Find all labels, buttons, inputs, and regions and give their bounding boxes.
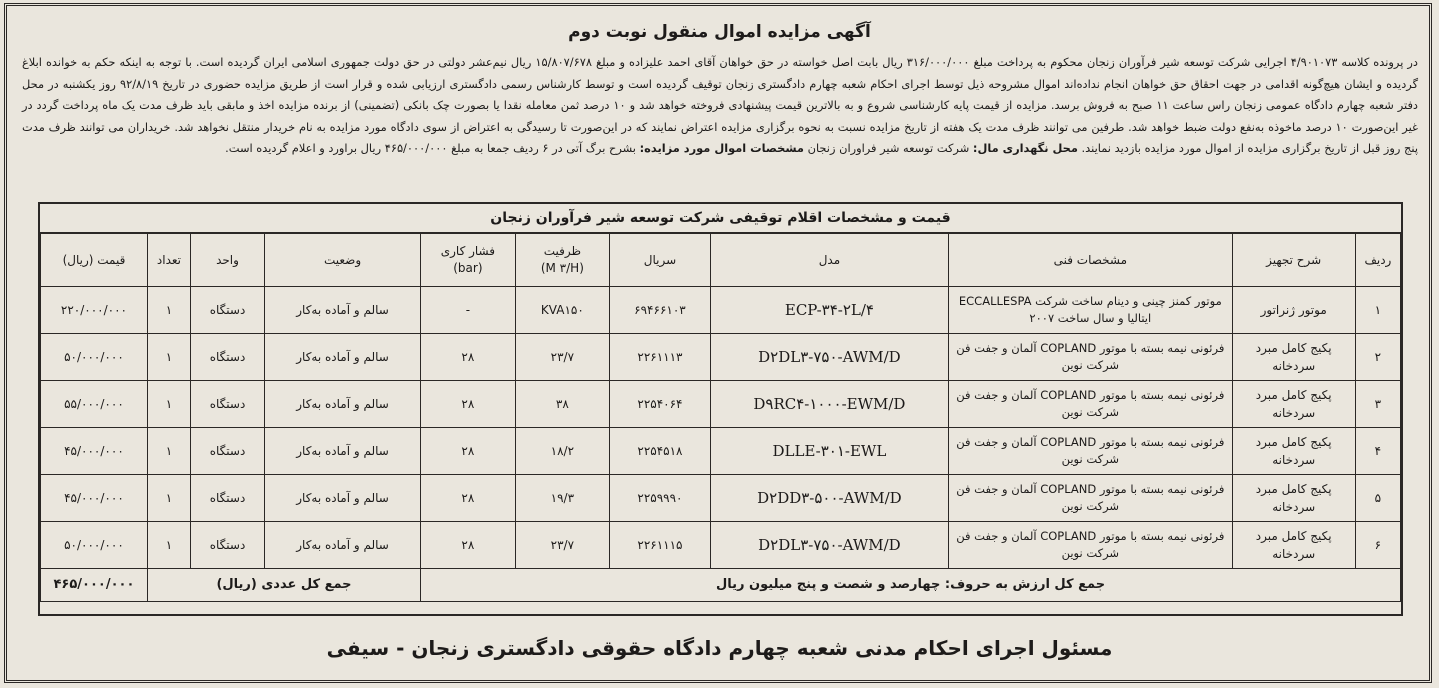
header-status: وضعیت bbox=[264, 234, 420, 287]
cell-capacity: KVA۱۵۰ bbox=[515, 287, 610, 334]
cell-item: پکیج کامل مبرد سردخانه bbox=[1232, 334, 1355, 381]
cell-unit: دستگاه bbox=[191, 334, 265, 381]
header-row-number: ردیف bbox=[1355, 234, 1400, 287]
cell-count: ۱ bbox=[147, 475, 190, 522]
cell-price: ۵۰/۰۰۰/۰۰۰ bbox=[41, 334, 148, 381]
storage-label: محل نگهداری مال: bbox=[972, 141, 1078, 156]
header-capacity bbox=[515, 234, 610, 287]
cell-price: ۴۵/۰۰۰/۰۰۰ bbox=[41, 428, 148, 475]
table-row bbox=[41, 334, 1401, 381]
cell-count: ۱ bbox=[147, 334, 190, 381]
cell-count: ۱ bbox=[147, 428, 190, 475]
header-pressure-line2: (bar) bbox=[453, 261, 483, 275]
cell-status: سالم و آماده به‌کار bbox=[264, 475, 420, 522]
cell-serial: ۲۲۵۹۹۹۰ bbox=[610, 475, 711, 522]
cell-item: پکیج کامل مبرد سردخانه bbox=[1232, 381, 1355, 428]
header-pressure bbox=[421, 234, 516, 287]
header-count: تعداد bbox=[147, 234, 190, 287]
total-label: جمع کل عددی (ریال) bbox=[147, 569, 420, 602]
cell-status: سالم و آماده به‌کار bbox=[264, 287, 420, 334]
cell-row-number: ۴ bbox=[1355, 428, 1400, 475]
cell-spec: فرئونی نیمه بسته با موتور COPLAND آلمان و جفت فن شرکت نوین bbox=[949, 428, 1233, 475]
table-header-row bbox=[41, 234, 1401, 287]
storage-text: شرکت توسعه شیر فراوران زنجان bbox=[807, 141, 970, 156]
cell-price: ۵۰/۰۰۰/۰۰۰ bbox=[41, 522, 148, 569]
cell-item: پکیج کامل مبرد سردخانه bbox=[1232, 475, 1355, 522]
cell-pressure: ۲۸ bbox=[421, 475, 516, 522]
cell-status: سالم و آماده به‌کار bbox=[264, 381, 420, 428]
cell-pressure: ۲۸ bbox=[421, 334, 516, 381]
cell-capacity: ۲۳/۷ bbox=[515, 334, 610, 381]
notice-title: آگهی مزایده اموال منقول نوبت دوم bbox=[568, 22, 871, 42]
cell-model: D۲DL۳-۷۵۰-AWM/D bbox=[710, 334, 948, 381]
total-in-words: جمع کل ارزش به حروف: چهارصد و شصت و پنج میلیون ریال bbox=[421, 569, 1401, 602]
cell-price: ۵۵/۰۰۰/۰۰۰ bbox=[41, 381, 148, 428]
table-row bbox=[41, 428, 1401, 475]
cell-capacity: ۳۸ bbox=[515, 381, 610, 428]
signature-line: مسئول اجرای احکام مدنی شعبه چهارم دادگاه حقوقی دادگستری زنجان - سیفی bbox=[326, 636, 1113, 660]
cell-pressure: - bbox=[421, 287, 516, 334]
total-value: ۴۶۵/۰۰۰/۰۰۰ bbox=[41, 569, 148, 602]
header-serial: سریال bbox=[610, 234, 711, 287]
cell-serial: ۶۹۴۶۶۱۰۳ bbox=[610, 287, 711, 334]
cell-count: ۱ bbox=[147, 522, 190, 569]
cell-item: پکیج کامل مبرد سردخانه bbox=[1232, 522, 1355, 569]
cell-status: سالم و آماده به‌کار bbox=[264, 428, 420, 475]
notice-body bbox=[22, 52, 1418, 160]
cell-row-number: ۵ bbox=[1355, 475, 1400, 522]
cell-item: پکیج کامل مبرد سردخانه bbox=[1232, 428, 1355, 475]
cell-model: D۹RC۴-۱۰۰۰-EWM/D bbox=[710, 381, 948, 428]
cell-row-number: ۲ bbox=[1355, 334, 1400, 381]
table-caption: قیمت و مشخصات اقلام توقیفی شرکت توسعه شیر فرآوران زنجان bbox=[40, 204, 1401, 233]
cell-serial: ۲۲۵۴۵۱۸ bbox=[610, 428, 711, 475]
header-pressure-line1: فشار کاری bbox=[440, 244, 495, 258]
table-row bbox=[41, 381, 1401, 428]
cell-count: ۱ bbox=[147, 287, 190, 334]
cell-row-number: ۱ bbox=[1355, 287, 1400, 334]
cell-unit: دستگاه bbox=[191, 475, 265, 522]
cell-status: سالم و آماده به‌کار bbox=[264, 522, 420, 569]
cell-spec: فرئونی نیمه بسته با موتور COPLAND آلمان و جفت فن شرکت نوین bbox=[949, 522, 1233, 569]
table-row bbox=[41, 522, 1401, 569]
header-model: مدل bbox=[710, 234, 948, 287]
cell-price: ۲۲۰/۰۰۰/۰۰۰ bbox=[41, 287, 148, 334]
cell-count: ۱ bbox=[147, 381, 190, 428]
table-row bbox=[41, 287, 1401, 334]
header-capacity-line2: (M ۳/H) bbox=[540, 261, 584, 275]
items-table-container bbox=[38, 202, 1403, 616]
specs-label: مشخصات اموال مورد مزایده: bbox=[639, 141, 804, 156]
cell-serial: ۲۲۶۱۱۱۵ bbox=[610, 522, 711, 569]
header-item: شرح تجهیز bbox=[1232, 234, 1355, 287]
cell-model: D۲DD۳-۵۰۰-AWM/D bbox=[710, 475, 948, 522]
cell-spec: فرئونی نیمه بسته با موتور COPLAND آلمان و جفت فن شرکت نوین bbox=[949, 381, 1233, 428]
cell-unit: دستگاه bbox=[191, 381, 265, 428]
cell-serial: ۲۲۶۱۱۱۳ bbox=[610, 334, 711, 381]
cell-spec: موتور کمنز چینی و دینام ساخت شرکت ECCALLESPA ایتالیا و سال ساخت ۲۰۰۷ bbox=[949, 287, 1233, 334]
items-table bbox=[40, 233, 1401, 602]
cell-row-number: ۳ bbox=[1355, 381, 1400, 428]
cell-model: ECP-۳۴-۲L/۴ bbox=[710, 287, 948, 334]
cell-capacity: ۲۳/۷ bbox=[515, 522, 610, 569]
specs-text: بشرح برگ آتی در ۶ ردیف جمعا به مبلغ ۴۶۵/۰۰۰/۰۰۰ ریال براورد و اعلام گردیده است. bbox=[225, 141, 636, 156]
cell-price: ۴۵/۰۰۰/۰۰۰ bbox=[41, 475, 148, 522]
cell-capacity: ۱۹/۳ bbox=[515, 475, 610, 522]
cell-unit: دستگاه bbox=[191, 522, 265, 569]
header-capacity-line1: ظرفیت bbox=[543, 244, 582, 258]
cell-serial: ۲۲۵۴۰۶۴ bbox=[610, 381, 711, 428]
cell-spec: فرئونی نیمه بسته با موتور COPLAND آلمان و جفت فن شرکت نوین bbox=[949, 475, 1233, 522]
cell-model: D۲DL۳-۷۵۰-AWM/D bbox=[710, 522, 948, 569]
cell-spec: فرئونی نیمه بسته با موتور COPLAND آلمان و جفت فن شرکت نوین bbox=[949, 334, 1233, 381]
table-total-row bbox=[41, 569, 1401, 602]
notice-paragraph: در پرونده کلاسه ۴/۹۰۱۰۷۳ اجرایی شرکت توسعه شیر فرآوران زنجان محکوم به پرداخت مبلغ ۳۱۶/۰۰۰/۰۰۰ ریال بابت اصل خواسته در حق خواهان آقای احمد علیزاده و مبلغ ۱۵/۸۰۷/۶۷۸ ریال نیم‌عشر دولتی در حق دولت جمهوری اسلامی ایران گردیده است. با توجه به اینکه حکم به خوانده ابلاغ گردیده و ایشان هیچ‌گونه اقدامی در جهت احقاق حق خواهان انجام نداده‌اند اموال مشروحه ذیل توسط اجرای احکام شعبه چهارم دادگستری زنجان توقیف گردیده است و توسط کارشناس رسمی دادگستری ارزیابی شده و قرار است از طریق مزایده حضوری در تاریخ ۹۲/۸/۱۹ روز یکشنبه در محل دفتر شعبه چهارم دادگاه عمومی زنجان راس ساعت ۱۱ صبح به فروش برسد. مزایده از قیمت پایه کارشناسی شروع و به بالاترین قیمت پیشنهادی فروخته خواهد شد و ۱۰ درصد ثمن معامله نقدا یا بصورت چک بانکی (تضمینی) از برنده مزایده اخذ و مابقی باید ظرف مدت یک ماه پرداخت گردد در غیر این‌صورت ۱۰ درصد ماخوذه به‌نفع دولت ضبط خواهد شد. طرفین می توانند ظرف مدت یک هفته از تاریخ مزایده نسبت به نحوه برگزاری مزایده اعتراض نمایند که در این‌صورت تا رسیدگی به اعتراض از سوی دادگاه مورد مزایده به نام خریدار منتقل نخواهد شد. خریداران می توانند ظرف مدت پنج روز قبل از تاریخ برگزاری مزایده از اموال مورد مزایده بازدید نمایند. bbox=[22, 55, 1419, 156]
header-unit: واحد bbox=[191, 234, 265, 287]
cell-unit: دستگاه bbox=[191, 287, 265, 334]
cell-model: DLLE-۳۰۱-EWL bbox=[710, 428, 948, 475]
table-row bbox=[41, 475, 1401, 522]
cell-pressure: ۲۸ bbox=[421, 381, 516, 428]
cell-unit: دستگاه bbox=[191, 428, 265, 475]
header-spec: مشخصات فنی bbox=[949, 234, 1233, 287]
cell-pressure: ۲۸ bbox=[421, 522, 516, 569]
cell-item: موتور ژنراتور bbox=[1232, 287, 1355, 334]
cell-row-number: ۶ bbox=[1355, 522, 1400, 569]
header-price: قیمت (ریال) bbox=[41, 234, 148, 287]
cell-status: سالم و آماده به‌کار bbox=[264, 334, 420, 381]
cell-pressure: ۲۸ bbox=[421, 428, 516, 475]
cell-capacity: ۱۸/۲ bbox=[515, 428, 610, 475]
